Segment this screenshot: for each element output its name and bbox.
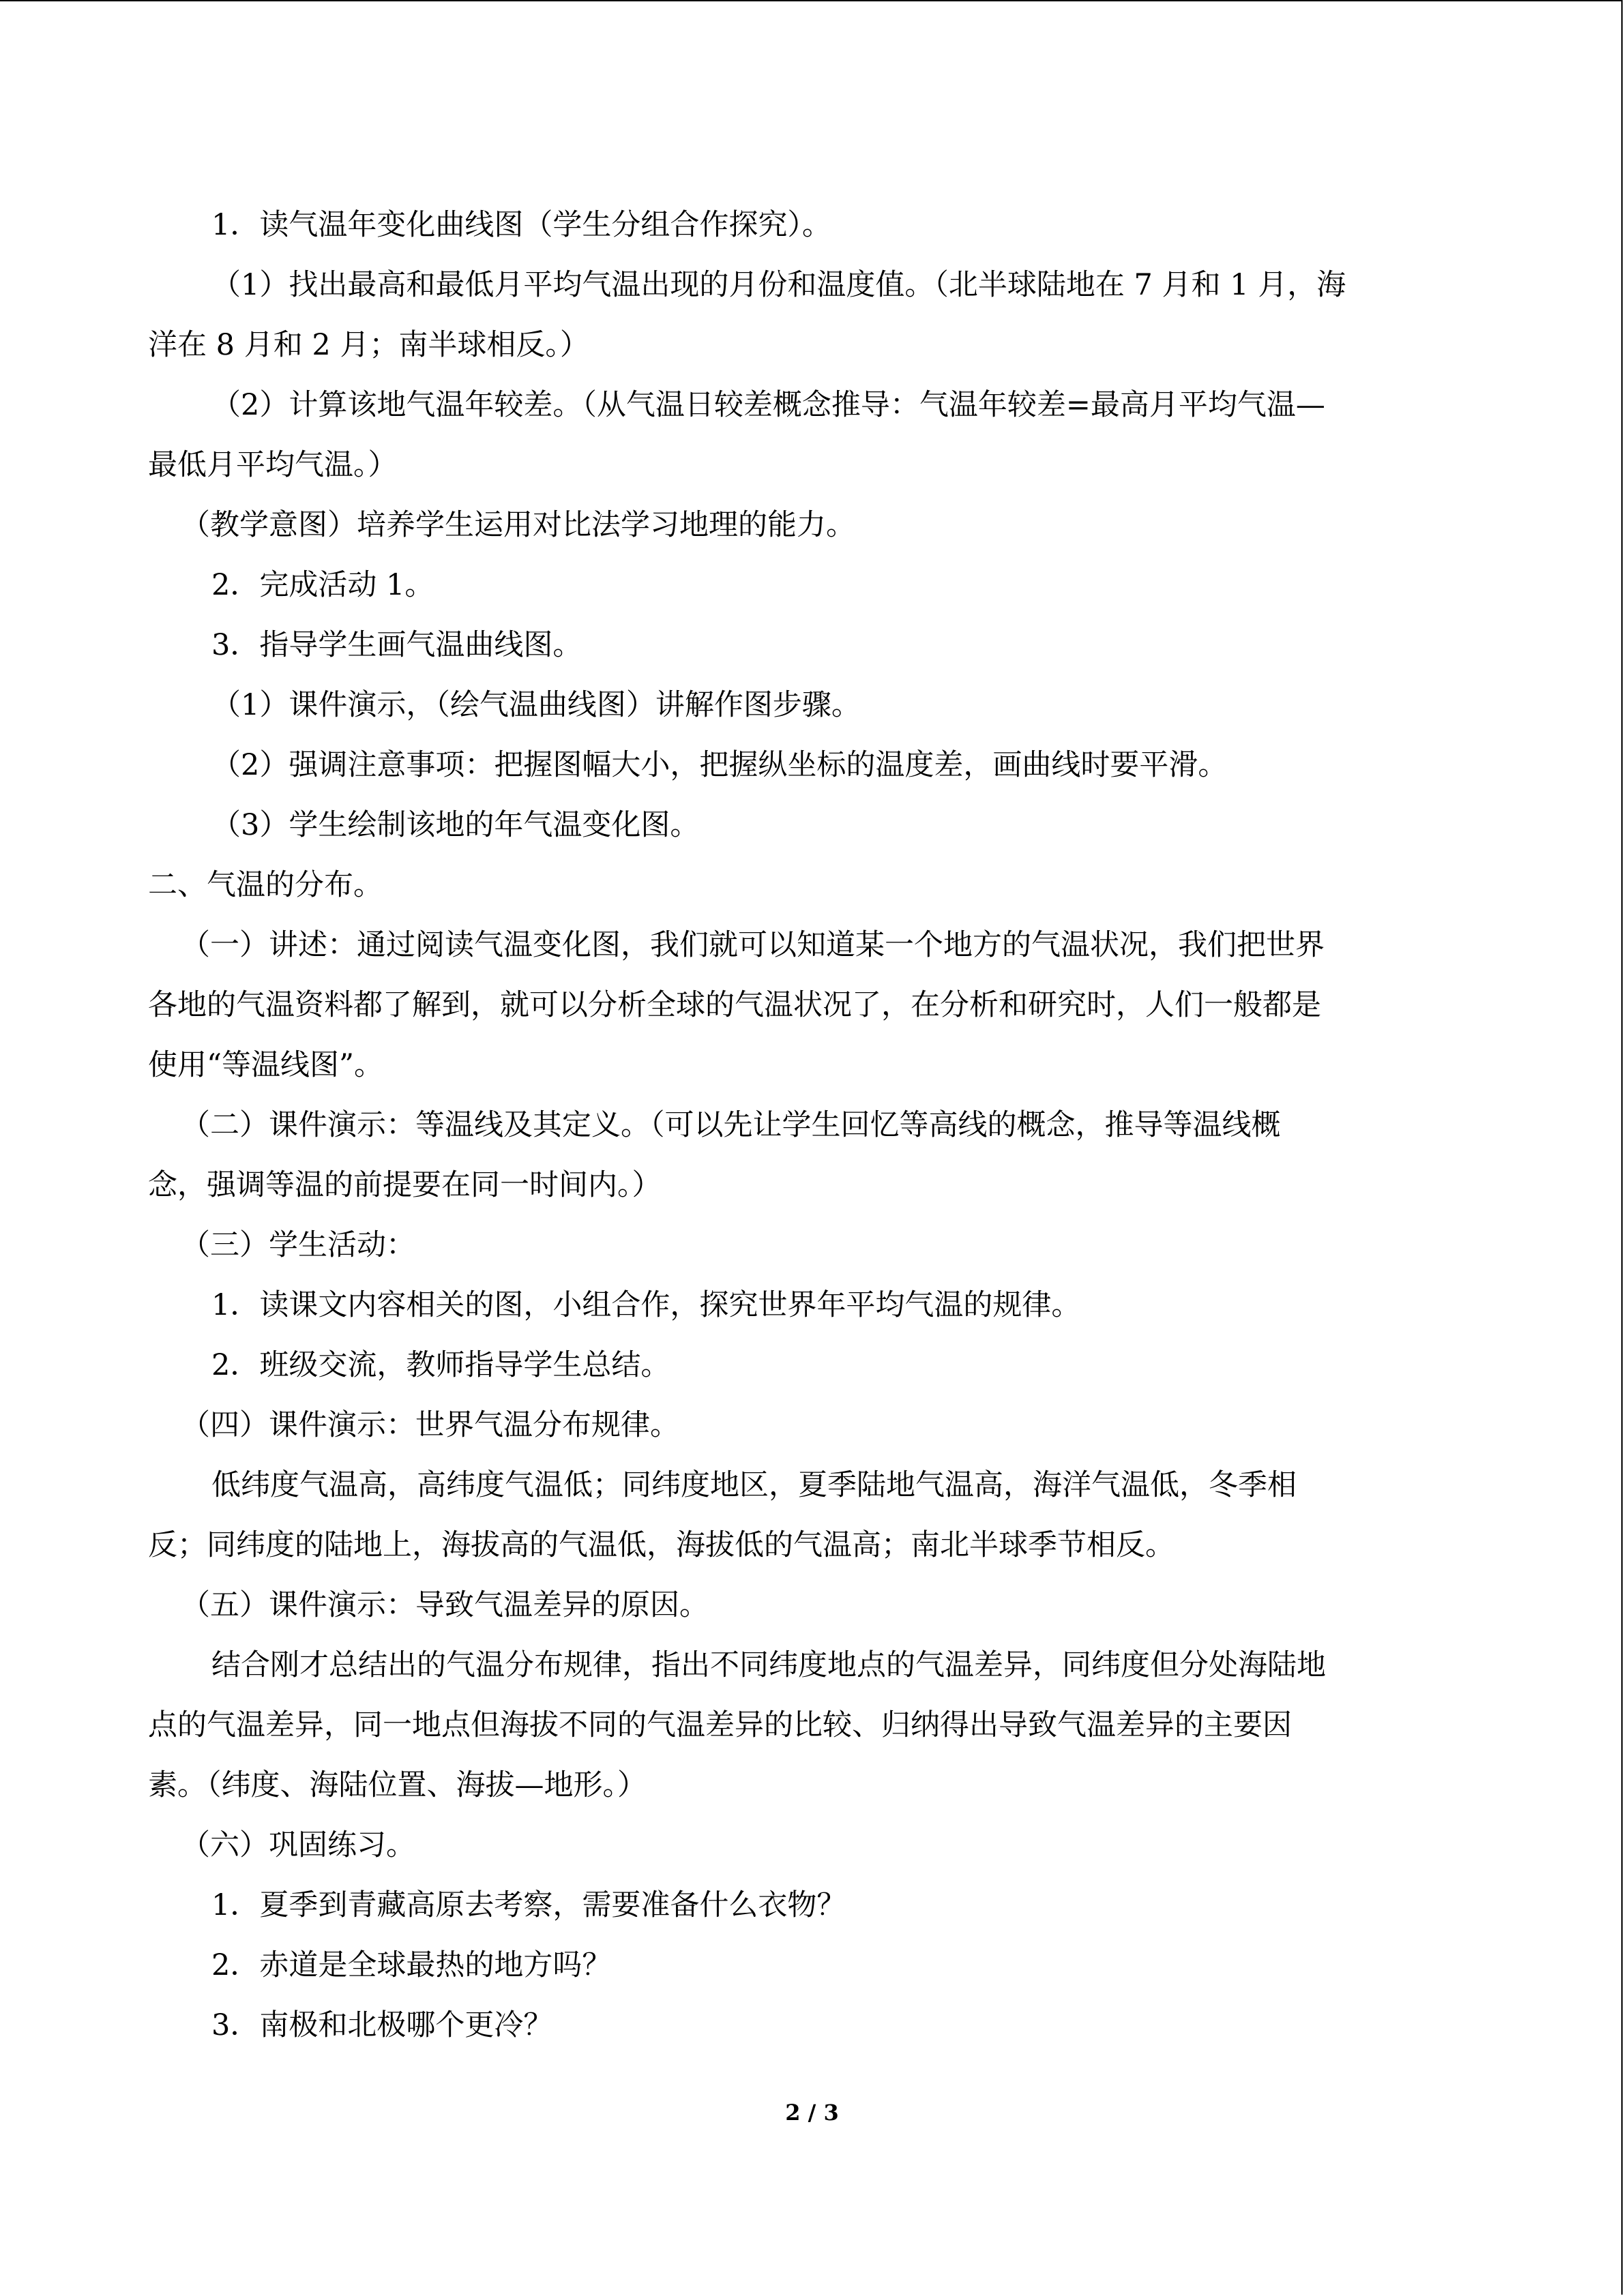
page-number: 2 / 3 [785,2100,839,2126]
text-line: （1）找出最高和最低月平均气温出现的月份和温度值。（北半球陆地在 7 月和 1 月，海 [211,268,1346,302]
text-line: 使用“等温线图”。 [148,1048,383,1082]
text-line: （四）课件演示：世界气温分布规律。 [181,1408,679,1442]
text-line: （五）课件演示：导致气温差异的原因。 [181,1588,709,1622]
text-line: 1．夏季到青藏高原去考察，需要准备什么衣物？ [211,1888,846,1922]
text-line: 洋在 8 月和 2 月；南半球相反。） [148,328,589,362]
text-line: 点的气温差异，同一地点但海拔不同的气温差异的比较、归纳得出导致气温差异的主要因 [148,1708,1292,1742]
text-line: 1．读课文内容相关的图，小组合作，探究世界年平均气温的规律。 [211,1288,1081,1322]
text-line: （三）学生活动： [181,1228,415,1262]
text-line: 低纬度气温高，高纬度气温低；同纬度地区，夏季陆地气温高，海洋气温低，冬季相 [211,1468,1297,1502]
text-line: 念，强调等温的前提要在同一时间内。） [148,1168,662,1202]
section-heading: 二、气温的分布。 [148,868,383,902]
text-line: 反；同纬度的陆地上，海拔高的气温低，海拔低的气温高；南北半球季节相反。 [148,1528,1175,1562]
text-line: （二）课件演示：等温线及其定义。（可以先让学生回忆等高线的概念，推导等温线概 [181,1108,1281,1142]
text-line: （一）讲述：通过阅读气温变化图，我们就可以知道某一个地方的气温状况，我们把世界 [181,928,1325,962]
text-line: （1）课件演示，（绘气温曲线图）讲解作图步骤。 [211,688,861,722]
text-line: （3）学生绘制该地的年气温变化图。 [211,808,700,842]
text-line: （2）计算该地气温年较差。（从气温日较差概念推导：气温年较差=最高月平均气温— [211,388,1325,422]
text-line: 2．赤道是全球最热的地方吗？ [211,1948,612,1982]
text-line: 结合刚才总结出的气温分布规律，指出不同纬度地点的气温差异，同纬度但分处海陆地 [211,1648,1326,1682]
text-line: 各地的气温资料都了解到，就可以分析全球的气温状况了，在分析和研究时，人们一般都是 [148,988,1321,1022]
text-line: 3．南极和北极哪个更冷？ [211,2008,553,2042]
text-line: 素。（纬度、海陆位置、海拔—地形。） [148,1768,647,1802]
text-line: 最低月平均气温。） [148,448,398,482]
text-line: （教学意图）培养学生运用对比法学习地理的能力。 [181,508,855,542]
text-line: 2．班级交流，教师指导学生总结。 [211,1348,670,1382]
text-line: 2．完成活动 1。 [211,568,434,602]
text-line: （六）巩固练习。 [181,1828,415,1862]
text-line: 3．指导学生画气温曲线图。 [211,628,582,662]
text-line: 1．读气温年变化曲线图（学生分组合作探究）。 [211,208,831,242]
text-line: （2）强调注意事项：把握图幅大小，把握纵坐标的温度差，画曲线时要平滑。 [211,748,1228,782]
